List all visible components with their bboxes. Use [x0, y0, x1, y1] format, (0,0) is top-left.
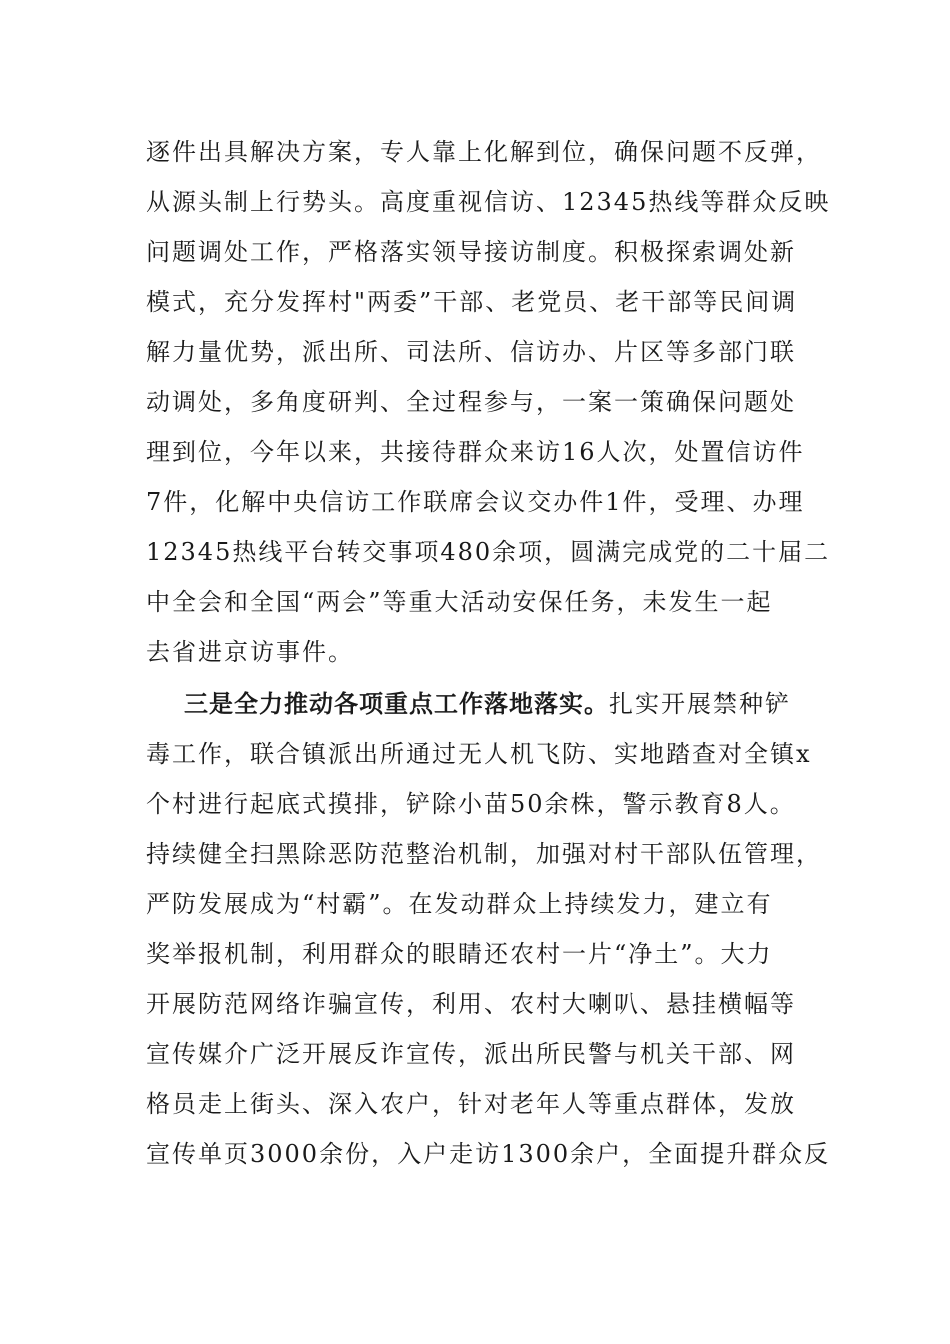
paragraph-line: 模式，充分发挥村"两委”干部、老党员、老干部等民间调 — [146, 288, 798, 316]
paragraph-line: 奖举报机制，利用群众的眼睛还农村一片“净土”。大力 — [146, 940, 773, 968]
paragraph-line: 理到位，今年以来，共接待群众来访16人次，处置信访件 — [146, 438, 805, 466]
paragraph-line: 逐件出具解决方案，专人靠上化解到位，确保问题不反弹， — [146, 138, 822, 166]
paragraph-line: 宣传媒介广泛开展反诈宣传，派出所民警与机关干部、网 — [146, 1040, 796, 1068]
paragraph-line: 格员走上街头、深入农户，针对老年人等重点群体，发放 — [146, 1090, 796, 1118]
paragraph-line: 严防发展成为“村霸”。在发动群众上持续发力，建立有 — [146, 890, 773, 918]
paragraph-line: 解力量优势，派出所、司法所、信访办、片区等多部门联 — [146, 338, 796, 366]
paragraph-line: 个村进行起底式摸排，铲除小苗50余株，警示教育8人。 — [146, 790, 796, 818]
paragraph-line: 毒工作，联合镇派出所通过无人机飞防、实地踏查对全镇x — [146, 740, 812, 768]
paragraph-line-rest: 扎实开展禁种铲 — [609, 690, 791, 718]
paragraph-line: 动调处，多角度研判、全过程参与，一案一策确保问题处 — [146, 388, 796, 416]
paragraph-line: 去省进京访事件。 — [146, 638, 354, 666]
paragraph-line: 开展防范网络诈骗宣传，利用、农村大喇叭、悬挂横幅等 — [146, 990, 796, 1018]
paragraph-line: 问题调处工作，严格落实领导接访制度。积极探索调处新 — [146, 238, 796, 266]
section-heading: 三是全力推动各项重点工作落地落实。 — [184, 690, 609, 718]
paragraph-line: 持续健全扫黑除恶防范整治机制，加强对村干部队伍管理， — [146, 840, 822, 868]
paragraph-line: 从源头制上行势头。高度重视信访、12345热线等群众反映 — [146, 188, 831, 216]
paragraph-line: 中全会和全国“两会”等重大活动安保任务，未发生一起 — [146, 588, 773, 616]
paragraph-line: 7件，化解中央信访工作联席会议交办件1件，受理、办理 — [146, 488, 805, 516]
paragraph-first-line — [184, 678, 791, 730]
paragraph-line: 12345热线平台转交事项480余项，圆满完成党的二十届二 — [146, 538, 831, 566]
paragraph-line: 宣传单页3000余份，入户走访1300余户，全面提升群众反 — [146, 1140, 831, 1168]
